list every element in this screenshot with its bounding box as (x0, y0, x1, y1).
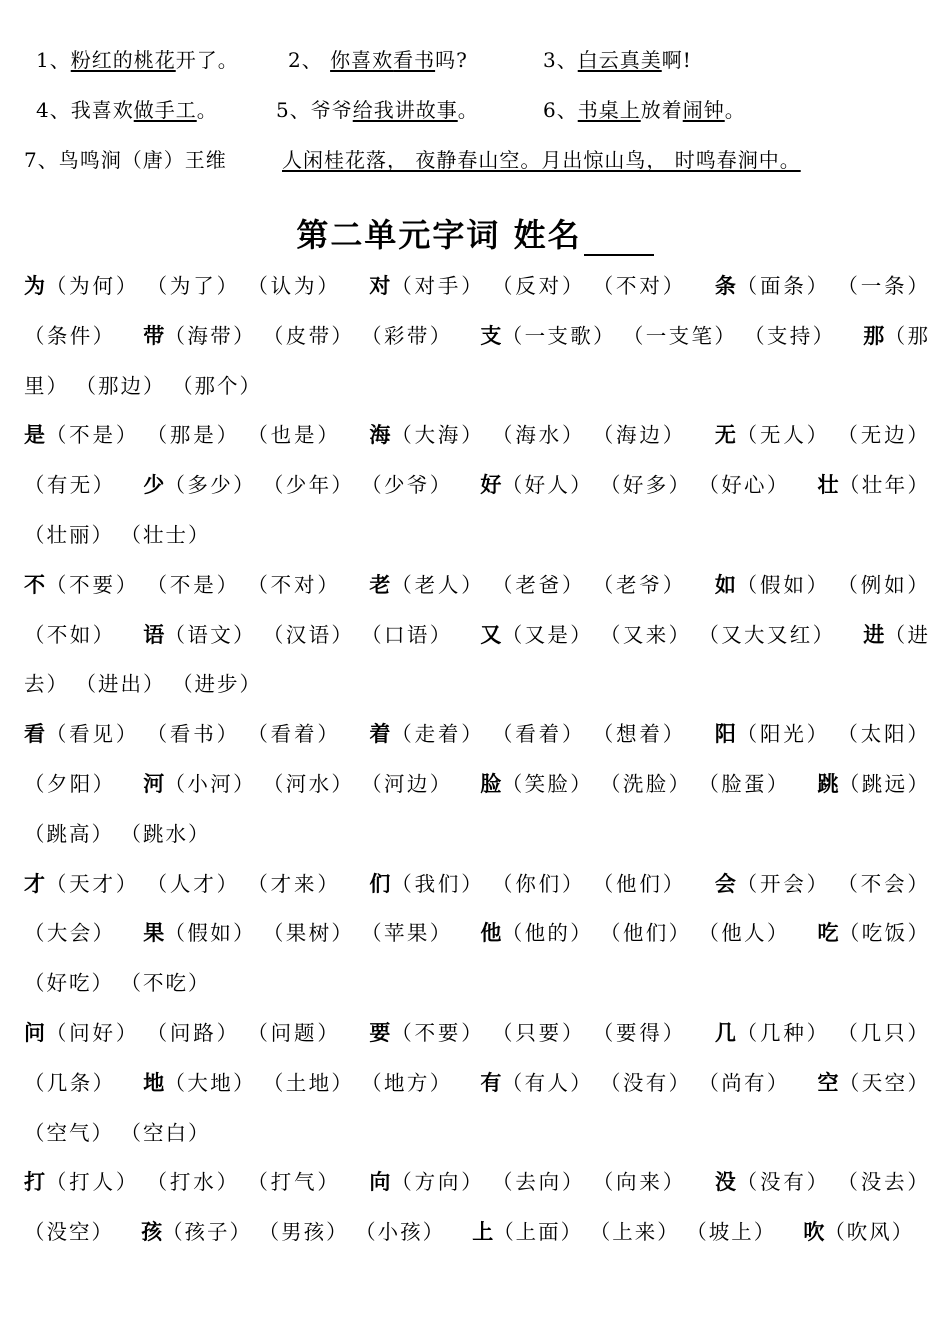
vocab-word: （进步） (172, 672, 263, 697)
vocab-entry (24, 423, 348, 447)
vocab-entry (143, 324, 459, 348)
vocab-word: （进去） (24, 622, 930, 697)
vocab-entry (369, 573, 693, 597)
vocab-word: （尚有） (698, 1070, 790, 1095)
vocab-word: （看着） (491, 722, 586, 747)
vocab-character: 进 (863, 622, 885, 647)
vocab-character: 是 (24, 423, 46, 448)
vocab-word: （大海） (391, 423, 485, 448)
vocab-word: （天空） (838, 1070, 930, 1095)
vocab-word: （男孩） (258, 1220, 349, 1245)
sentence-text: 啊! (661, 48, 692, 72)
vocab-character: 果 (143, 921, 165, 946)
vocab-character: 几 (714, 1020, 737, 1045)
vocab-character: 壮 (817, 473, 839, 498)
vocab-character: 看 (24, 722, 46, 747)
sentence-number: 2、 (288, 48, 323, 72)
vocab-word: （进出） (75, 672, 166, 697)
vocab-word: （又来） (600, 622, 692, 647)
vocab-character: 吃 (817, 921, 839, 946)
poem-line (24, 144, 227, 173)
vocab-word: （不要） (391, 1020, 485, 1045)
vocab-word: （打人） (45, 1170, 140, 1195)
vocab-word: （果树） (262, 921, 355, 946)
vocab-word: （不会） (837, 871, 930, 896)
vocab-word: （不是） (45, 423, 140, 448)
vocab-word: （语文） (164, 622, 256, 647)
underlined-text: 书桌上 (577, 98, 641, 122)
vocab-paragraph (24, 561, 930, 710)
vocab-word: （苹果） (361, 921, 453, 946)
vocab-word: （那是） (146, 423, 240, 448)
vocab-word: （跳高） (24, 821, 114, 846)
vocab-word: （彩带） (361, 323, 453, 348)
underlined-text: 白云真美 (577, 48, 662, 72)
vocab-word: （上来） (589, 1220, 680, 1245)
vocab-entry (480, 324, 842, 348)
vocab-word: （没有） (736, 1170, 831, 1195)
vocab-word: （开会） (736, 871, 831, 896)
vocab-word: （壮丽） (24, 522, 114, 547)
vocab-word: （老爸） (491, 572, 586, 597)
vocab-word: （河边） (361, 771, 453, 796)
vocab-word: （海带） (164, 323, 256, 348)
vocab-character: 条 (714, 274, 737, 298)
vocab-word: （一支笔） (622, 323, 738, 348)
vocab-word: （反对） (491, 274, 586, 298)
vocab-word: （皮带） (262, 323, 355, 348)
sentence-5 (276, 94, 479, 123)
sentence-number: 3、 (543, 48, 578, 72)
vocab-word: （例如） (837, 572, 930, 597)
vocab-word: （孩子） (162, 1220, 253, 1245)
vocab-paragraph (24, 860, 930, 1009)
vocab-paragraph (24, 411, 930, 560)
vocab-word: （假如） (736, 572, 831, 597)
vocab-word: （一条） (837, 274, 930, 298)
vocab-entry (472, 1220, 783, 1244)
vocab-entry (480, 921, 796, 945)
vocab-character: 孩 (141, 1220, 163, 1245)
vocab-character: 少 (143, 473, 165, 498)
sentence-text: 。 (457, 98, 479, 122)
vocab-word: （笑脸） (501, 771, 594, 796)
vocab-word: （为了） (146, 274, 240, 298)
vocab-word: （问路） (146, 1020, 240, 1045)
vocab-entry (24, 274, 348, 298)
vocab-entry (143, 1071, 459, 1095)
vocab-character: 不 (24, 572, 46, 597)
vocab-word: （方向） (391, 1170, 485, 1195)
vocab-character: 空 (817, 1070, 839, 1095)
vocab-character: 无 (714, 423, 737, 448)
vocab-word: （少爷） (361, 473, 453, 498)
vocab-entry (369, 1170, 693, 1194)
sentence-number: 1、 (36, 48, 71, 72)
vocab-word: （支持） (744, 323, 836, 348)
vocab-character: 问 (24, 1020, 46, 1045)
vocab-character: 脸 (480, 771, 502, 796)
vocab-word: （去向） (491, 1170, 586, 1195)
vocab-entry (480, 473, 796, 497)
vocab-word: （天才） (45, 871, 140, 896)
vocab-word: （不对） (592, 274, 687, 298)
vocab-character: 向 (369, 1170, 392, 1195)
vocab-entry (24, 1170, 348, 1194)
title-text: 第二单元字词 姓名 (296, 216, 582, 254)
vocab-word: （他人） (698, 921, 790, 946)
vocab-entry (369, 722, 693, 746)
vocab-word: （又是） (501, 622, 594, 647)
vocab-character: 语 (143, 622, 165, 647)
name-blank (584, 230, 654, 256)
vocab-entry (24, 722, 348, 746)
vocab-word: （太阳） (837, 722, 930, 747)
vocab-word: （无人） (736, 423, 831, 448)
poem-title: 鸟鸣涧（唐）王维 (58, 148, 227, 172)
vocab-character: 好 (480, 473, 502, 498)
vocab-word: （汉语） (262, 622, 355, 647)
vocab-entry (369, 872, 693, 896)
vocab-paragraph (24, 710, 930, 859)
vocab-word: （空气） (24, 1120, 114, 1145)
vocab-entry (803, 1220, 914, 1244)
vocab-word: （问题） (247, 1020, 341, 1045)
vocab-word: （夕阳） (24, 771, 116, 796)
vocab-entry (143, 623, 459, 647)
vocab-word: （他们） (592, 871, 687, 896)
vocab-entry (24, 1021, 348, 1045)
vocab-word: （小河） (164, 771, 256, 796)
vocab-character: 有 (480, 1070, 502, 1095)
vocab-entry (369, 274, 693, 298)
vocab-word: （看书） (146, 722, 240, 747)
vocab-word: （没有） (600, 1070, 692, 1095)
vocab-word: （不是） (146, 572, 240, 597)
underlined-text: 给我讲故事 (352, 98, 458, 122)
vocab-word: （他的） (501, 921, 594, 946)
sentence-4 (36, 94, 218, 123)
vocab-word: （不如） (24, 622, 116, 647)
vocab-entry (480, 623, 842, 647)
vocab-word: （那边） (75, 373, 166, 398)
vocab-word: （也是） (247, 423, 341, 448)
underlined-text: 粉红的桃花 (70, 48, 176, 72)
vocab-word: （口语） (361, 622, 453, 647)
vocab-word: （脸蛋） (698, 771, 790, 796)
underlined-text: 你喜欢 (330, 48, 394, 72)
vocab-entry (143, 772, 459, 796)
vocab-entry (24, 872, 348, 896)
sentence-text: 开了。 (175, 48, 239, 72)
vocab-word: （几种） (736, 1020, 831, 1045)
vocab-character: 上 (472, 1220, 494, 1245)
vocab-entry (141, 1220, 452, 1244)
sentence-text: 放着 (640, 98, 683, 122)
vocab-word: （无边） (837, 423, 930, 448)
vocab-word: （不要） (45, 572, 140, 597)
vocab-word: （看见） (45, 722, 140, 747)
vocabulary-list (24, 262, 930, 1258)
sentence-text: 。 (196, 98, 218, 122)
vocab-entry (480, 1071, 796, 1095)
vocab-word: （有人） (501, 1070, 594, 1095)
vocab-word: （那个） (172, 373, 263, 398)
vocab-entry (480, 772, 796, 796)
vocab-word: （土地） (262, 1070, 355, 1095)
vocab-entry (369, 423, 693, 447)
sentence-number: 7、 (24, 148, 59, 172)
vocab-entry (24, 573, 348, 597)
underlined-text: 看书 (393, 48, 436, 72)
vocab-word: （洗脸） (600, 771, 692, 796)
sentence-number: 6、 (543, 98, 578, 122)
sentence-number: 4、 (36, 98, 71, 122)
vocab-word: （走着） (391, 722, 485, 747)
vocab-word: （老人） (391, 572, 485, 597)
vocab-word: （好人） (501, 473, 594, 498)
vocab-word: （跳水） (120, 821, 211, 846)
vocab-word: （又大又红） (698, 622, 836, 647)
vocab-word: （没空） (24, 1220, 114, 1245)
vocab-word: （为何） (45, 274, 140, 298)
vocab-character: 跳 (817, 771, 839, 796)
vocab-word: （好吃） (24, 971, 114, 996)
vocab-character: 阳 (714, 722, 737, 747)
vocab-word: （老爷） (592, 572, 687, 597)
vocab-word: （他们） (600, 921, 692, 946)
vocab-character: 那 (863, 323, 885, 348)
vocab-word: （几条） (24, 1070, 116, 1095)
vocab-word: （好心） (698, 473, 790, 498)
vocab-word: （不吃） (120, 971, 211, 996)
vocab-word: （人才） (146, 871, 240, 896)
vocab-word: （河水） (262, 771, 355, 796)
vocab-character: 他 (480, 921, 502, 946)
vocab-word: （向来） (592, 1170, 687, 1195)
vocab-word: （认为） (247, 274, 341, 298)
vocab-character: 要 (369, 1020, 392, 1045)
vocab-word: （空白） (120, 1120, 211, 1145)
vocab-word: （打气） (247, 1170, 341, 1195)
vocab-character: 没 (714, 1170, 737, 1195)
vocab-word: （吹风） (824, 1220, 915, 1245)
vocab-character: 吹 (803, 1220, 825, 1245)
vocab-character: 河 (143, 771, 165, 796)
vocab-word: （多少） (164, 473, 256, 498)
sentence-text: 吗? (435, 48, 468, 72)
vocab-word: （我们） (391, 871, 485, 896)
vocab-word: （海边） (592, 423, 687, 448)
sentence-text: 。 (724, 98, 746, 122)
vocab-character: 对 (369, 274, 392, 298)
sentence-number: 5、 (276, 98, 311, 122)
vocab-word: （好多） (600, 473, 692, 498)
underlined-text: 闹钟 (682, 98, 725, 122)
vocab-word: （小孩） (355, 1220, 446, 1245)
sentence-2 (288, 44, 468, 73)
vocab-character: 着 (369, 722, 392, 747)
vocab-word: （跳远） (838, 771, 930, 796)
vocab-word: （打水） (146, 1170, 240, 1195)
vocab-character: 如 (714, 572, 737, 597)
vocab-word: （只要） (491, 1020, 586, 1045)
vocab-word: （大会） (24, 921, 116, 946)
vocab-entry (369, 1021, 693, 1045)
vocab-paragraph (24, 1158, 930, 1258)
vocab-word: （地方） (361, 1070, 453, 1095)
sentence-text: 爷爷 (310, 98, 353, 122)
vocab-word: （少年） (262, 473, 355, 498)
sentence-6 (543, 94, 746, 123)
vocab-word: （要得） (592, 1020, 687, 1045)
vocab-word: （不对） (247, 572, 341, 597)
vocab-word: （上面） (493, 1220, 584, 1245)
vocab-word: （阳光） (736, 722, 831, 747)
vocab-word: （那里） (24, 323, 930, 398)
vocab-word: （面条） (736, 274, 831, 298)
vocab-word: （没去） (837, 1170, 930, 1195)
vocab-word: （对手） (391, 274, 485, 298)
vocab-word: （才来） (247, 871, 341, 896)
vocab-paragraph (24, 262, 930, 411)
vocab-character: 才 (24, 871, 46, 896)
vocab-word: （几只） (837, 1020, 930, 1045)
underlined-text: 做手工 (133, 98, 197, 122)
vocab-entry (143, 921, 459, 945)
vocab-word: （坡上） (686, 1220, 777, 1245)
vocab-character: 打 (24, 1170, 46, 1195)
vocab-word: （海水） (491, 423, 586, 448)
vocab-word: （问好） (45, 1020, 140, 1045)
vocab-word: （假如） (164, 921, 256, 946)
vocab-word: （大地） (164, 1070, 256, 1095)
vocab-character: 地 (143, 1070, 165, 1095)
vocab-word: （看着） (247, 722, 341, 747)
vocab-paragraph (24, 1009, 930, 1158)
vocab-character: 会 (714, 871, 737, 896)
vocab-word: （一支歌） (501, 323, 617, 348)
vocab-word: （有无） (24, 473, 116, 498)
sentence-text: 我喜欢 (70, 98, 134, 122)
vocab-character: 支 (480, 323, 502, 348)
vocab-character: 海 (369, 423, 392, 448)
vocab-word: （想着） (592, 722, 687, 747)
vocab-word: （你们） (491, 871, 586, 896)
sentence-3 (543, 44, 692, 73)
page-title (0, 210, 950, 256)
vocab-character: 为 (24, 274, 46, 298)
sentence-1 (36, 44, 239, 73)
vocab-word: （壮年） (838, 473, 930, 498)
vocab-word: （吃饭） (838, 921, 930, 946)
poem-text: 人闲桂花落， 夜静春山空。月出惊山鸟， 时鸣春涧中。 (282, 148, 801, 172)
vocab-word: （条件） (24, 323, 116, 348)
vocab-character: 带 (143, 323, 165, 348)
vocab-entry (143, 473, 459, 497)
vocab-character: 老 (369, 572, 392, 597)
vocab-word: （壮士） (120, 522, 211, 547)
vocab-character: 们 (369, 871, 392, 896)
vocab-character: 又 (480, 622, 502, 647)
